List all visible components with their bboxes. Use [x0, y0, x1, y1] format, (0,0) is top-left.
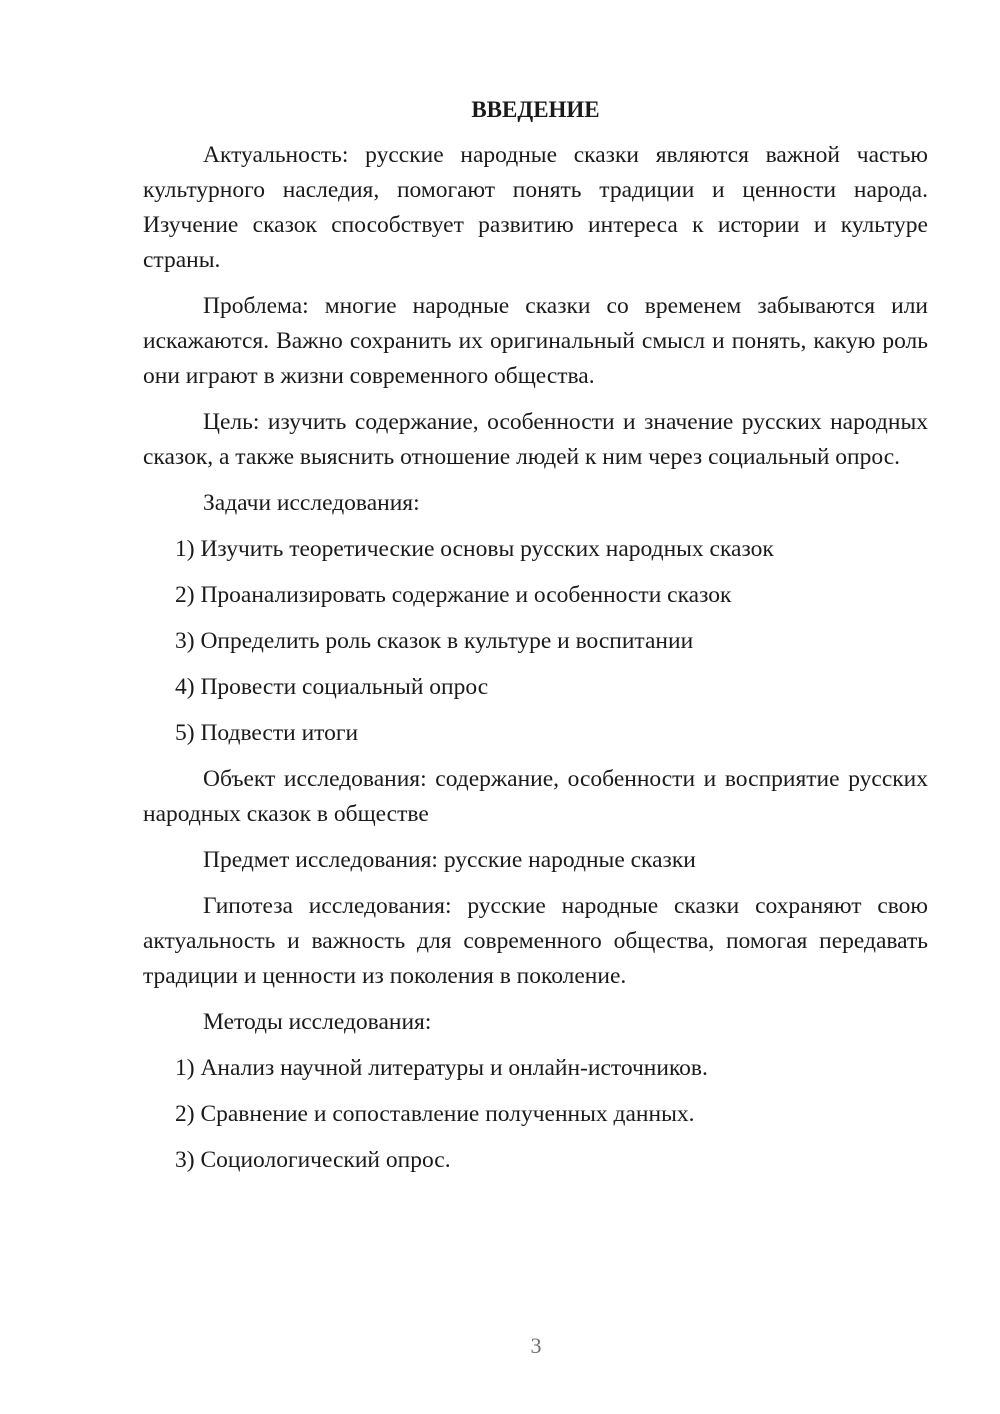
- task-item: 3) Определить роль сказок в культуре и воспитании: [175, 628, 694, 654]
- method-item: 1) Анализ научной литературы и онлайн-источников.: [175, 1055, 708, 1081]
- task-item: 1) Изучить теоретические основы русских народных сказок: [175, 536, 774, 562]
- task-item: 2) Проанализировать содержание и особенности сказок: [175, 582, 732, 608]
- page-number: 3: [530, 1333, 542, 1358]
- object-paragraph: Объект исследования: содержание, особенности и восприятие русских народных сказок в обществе: [143, 766, 928, 827]
- problem-paragraph: Проблема: многие народные сказки со временем забываются или искажаются. Важно сохранить их оригинальный смысл и понять, какую роль они играют в жизни современного общества.: [143, 293, 928, 389]
- method-item: 3) Социологический опрос.: [175, 1147, 451, 1173]
- task-item: 4) Провести социальный опрос: [175, 674, 489, 700]
- section-heading: ВВЕДЕНИЕ: [471, 97, 600, 122]
- document-page: [143, 92, 928, 1178]
- task-item: 5) Подвести итоги: [175, 720, 359, 746]
- relevance-paragraph: Актуальность: русские народные сказки являются важной частью культурного наследия, помогают понять традиции и ценности народа. Изучение сказок способствует развитию интереса к истории и культуре страны.: [143, 142, 928, 273]
- subject-paragraph: Предмет исследования: русские народные сказки: [203, 847, 696, 873]
- hypothesis-paragraph: Гипотеза исследования: русские народные сказки сохраняют свою актуальность и важность для современного общества, помогая передавать традиции и ценности из поколения в поколение.: [143, 893, 928, 989]
- goal-paragraph: Цель: изучить содержание, особенности и значение русских народных сказок, а также выяснить отношение людей к ним через социальный опрос.: [143, 409, 928, 470]
- method-item: 2) Сравнение и сопоставление полученных данных.: [175, 1101, 695, 1127]
- tasks-title: Задачи исследования:: [203, 490, 420, 516]
- methods-title: Методы исследования:: [203, 1009, 432, 1035]
